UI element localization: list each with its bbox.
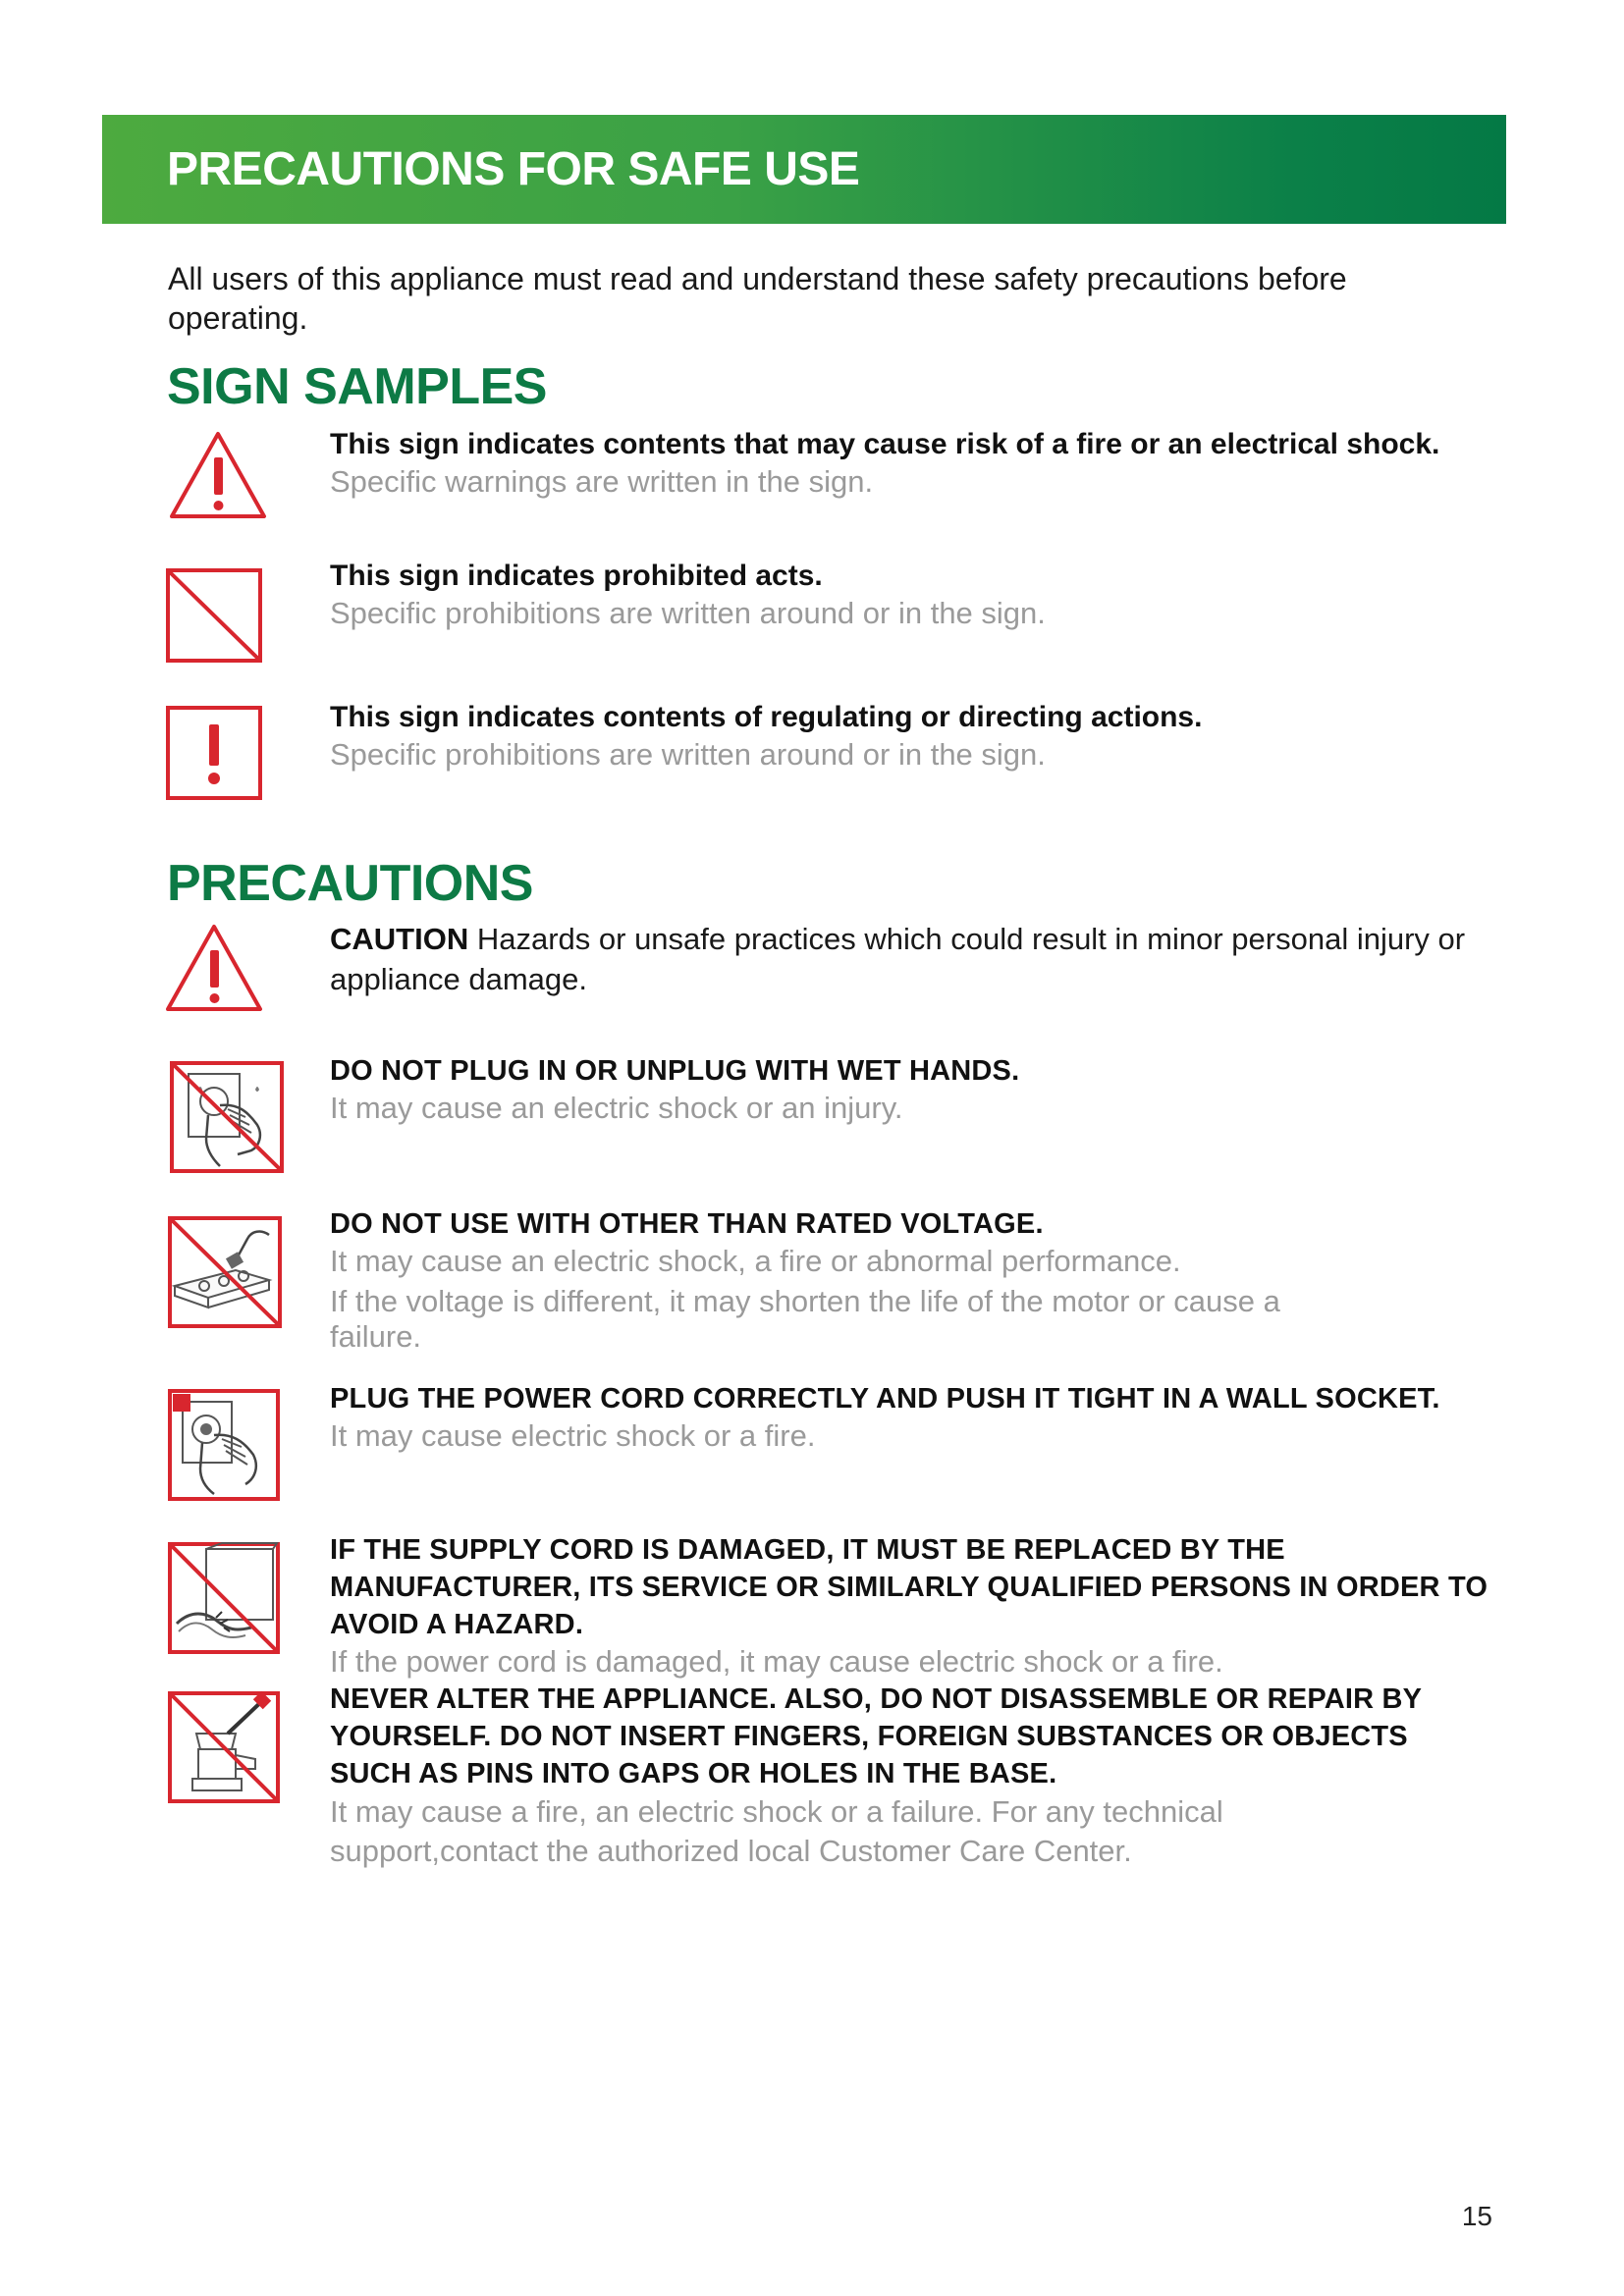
sign-sample-desc: Specific warnings are written in the sign. — [330, 464, 874, 499]
header-banner — [102, 115, 1506, 224]
precaution-desc-line: It may cause an electric shock, a fire or abnormal performance. — [330, 1244, 1181, 1278]
precaution-desc — [330, 1090, 1508, 1127]
precaution-desc — [330, 1643, 1508, 1681]
precaution-title: IF THE SUPPLY CORD IS DAMAGED, IT MUST BE REPLACED BY THE MANUFACTURER, ITS SERVICE OR SIMILARLY QUALIFIED PERSONS IN ORDER TO AVOID A HAZARD. — [330, 1534, 1489, 1640]
prohibition-icon — [165, 567, 263, 664]
precaution-desc-line: It may cause an electric shock or an injury. — [330, 1091, 903, 1125]
precaution-item — [330, 1380, 1508, 1455]
precaution-item — [330, 1052, 1508, 1127]
page-title: PRECAUTIONS FOR SAFE USE — [167, 143, 860, 195]
sign-sample-item — [330, 699, 1508, 774]
precaution-desc — [330, 1792, 1508, 1871]
precaution-desc-line: If the power cord is damaged, it may cause electric shock or a fire. — [330, 1644, 1223, 1679]
mandatory-action-icon — [165, 705, 263, 801]
precaution-item — [330, 1531, 1508, 1681]
sign-samples-heading: SIGN SAMPLES — [167, 358, 547, 415]
precautions-heading: PRECAUTIONS — [167, 855, 533, 912]
precaution-title: NEVER ALTER THE APPLIANCE. ALSO, DO NOT DISASSEMBLE OR REPAIR BY YOURSELF. DO NOT INSERT FINGERS, FOREIGN SUBSTANCES OR OBJECTS SUCH AS PINS INTO GAPS OR HOLES IN THE BASE. — [330, 1683, 1422, 1789]
power-strip-prohibited-icon — [167, 1215, 283, 1329]
precaution-title: DO NOT PLUG IN OR UNPLUG WITH WET HANDS. — [330, 1055, 1020, 1087]
sign-sample-title: This sign indicates contents of regulating or directing actions. — [330, 701, 1203, 733]
sign-sample-desc: Specific prohibitions are written around or in the sign. — [330, 737, 1046, 772]
precaution-desc-line: It may cause electric shock or a fire. — [330, 1418, 816, 1453]
precaution-item — [330, 1681, 1508, 1871]
precaution-desc — [330, 1417, 1508, 1455]
caution-triangle-icon — [163, 921, 265, 1015]
intro-text: All users of this appliance must read and understand these safety precautions before operating. — [168, 261, 1347, 336]
disassembly-prohibited-icon — [167, 1690, 281, 1804]
caution-text: Hazards or unsafe practices which could result in minor personal injury or appliance damage. — [330, 922, 1466, 996]
sign-sample-title: This sign indicates prohibited acts. — [330, 560, 823, 592]
sign-sample-title: This sign indicates contents that may cause risk of a fire or an electrical shock. — [330, 428, 1440, 460]
precaution-desc — [330, 1243, 1508, 1355]
sign-sample-desc: Specific prohibitions are written around or in the sign. — [330, 596, 1046, 630]
page-number: 15 — [1461, 2201, 1492, 2231]
warning-triangle-icon — [167, 428, 269, 522]
plug-in-socket-icon — [167, 1388, 281, 1502]
precaution-title: PLUG THE POWER CORD CORRECTLY AND PUSH IT TIGHT IN A WALL SOCKET. — [330, 1383, 1440, 1415]
precaution-desc-line: It may cause a fire, an electric shock or a failure. For any technical support,contact the authorized local Customer Care Center. — [330, 1794, 1223, 1868]
caution-item — [330, 919, 1508, 999]
sign-sample-item — [330, 426, 1508, 501]
damaged-cord-prohibited-icon — [167, 1541, 281, 1655]
precaution-item — [330, 1205, 1508, 1355]
sign-sample-item — [330, 558, 1508, 632]
wet-hands-plug-prohibited-icon — [169, 1060, 285, 1174]
caution-label: CAUTION — [330, 922, 469, 956]
precaution-desc-line: If the voltage is different, it may shorten the life of the motor or cause a failure. — [330, 1284, 1280, 1354]
precaution-title: DO NOT USE WITH OTHER THAN RATED VOLTAGE. — [330, 1208, 1044, 1240]
